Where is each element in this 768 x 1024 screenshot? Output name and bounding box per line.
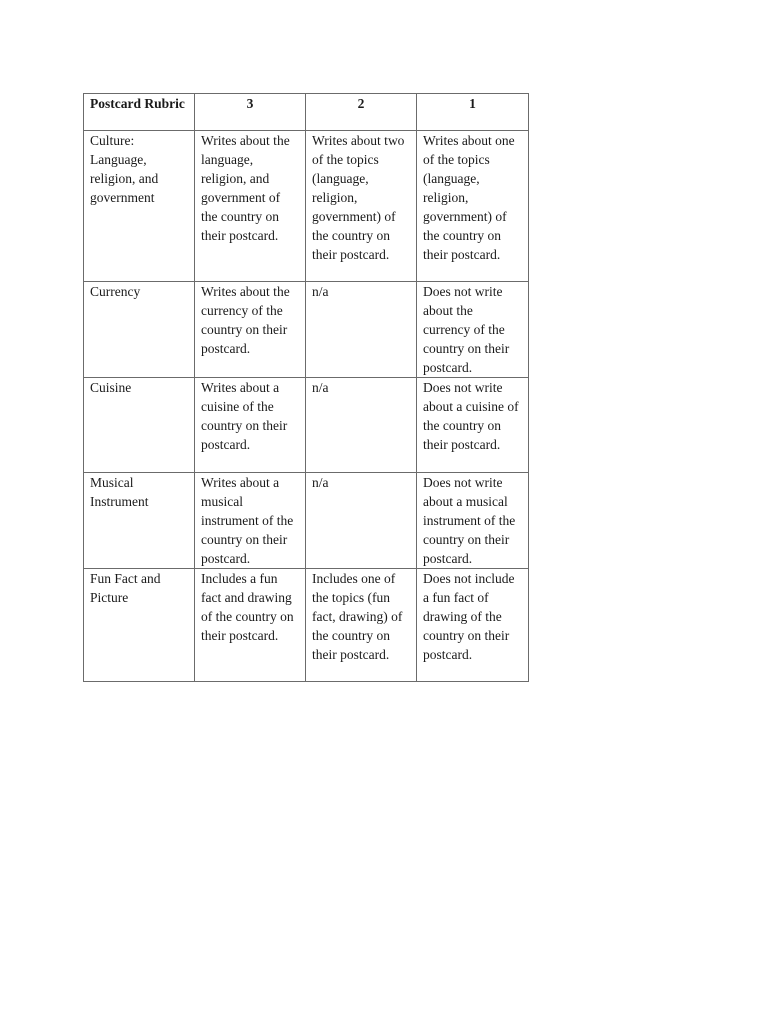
table-row bbox=[84, 378, 529, 473]
score-2-cell: n/a bbox=[306, 378, 417, 473]
score-3-cell: Writes about the language, religion, and government of the country on their postcard. bbox=[195, 131, 306, 282]
table-row bbox=[84, 569, 529, 682]
score-1-cell: Does not write about the currency of the country on their postcard. bbox=[417, 282, 529, 378]
score-1-cell: Does not include a fun fact of drawing of the country on their postcard. bbox=[417, 569, 529, 682]
header-title: Postcard Rubric bbox=[84, 94, 195, 131]
score-2-cell: Includes one of the topics (fun fact, drawing) of the country on their postcard. bbox=[306, 569, 417, 682]
score-2-cell: Writes about two of the topics (language, religion, government) of the country on their postcard. bbox=[306, 131, 417, 282]
score-2-cell: n/a bbox=[306, 473, 417, 569]
criterion-cell: Cuisine bbox=[84, 378, 195, 473]
score-1-cell: Does not write about a musical instrument of the country on their postcard. bbox=[417, 473, 529, 569]
score-2-cell: n/a bbox=[306, 282, 417, 378]
table-row bbox=[84, 473, 529, 569]
criterion-cell: Currency bbox=[84, 282, 195, 378]
rubric-table bbox=[83, 93, 529, 682]
criterion-cell: Fun Fact and Picture bbox=[84, 569, 195, 682]
score-3-cell: Writes about a cuisine of the country on their postcard. bbox=[195, 378, 306, 473]
score-3-cell: Writes about the currency of the country on their postcard. bbox=[195, 282, 306, 378]
score-1-cell: Does not write about a cuisine of the country on their postcard. bbox=[417, 378, 529, 473]
table-row bbox=[84, 282, 529, 378]
score-1-cell: Writes about one of the topics (language, religion, government) of the country on their postcard. bbox=[417, 131, 529, 282]
score-3-cell: Includes a fun fact and drawing of the country on their postcard. bbox=[195, 569, 306, 682]
score-3-cell: Writes about a musical instrument of the country on their postcard. bbox=[195, 473, 306, 569]
rubric-body bbox=[84, 131, 529, 682]
rubric-header bbox=[84, 94, 529, 131]
header-score-1: 1 bbox=[417, 94, 529, 131]
header-score-3: 3 bbox=[195, 94, 306, 131]
header-row bbox=[84, 94, 529, 131]
criterion-cell: Musical Instrument bbox=[84, 473, 195, 569]
header-score-2: 2 bbox=[306, 94, 417, 131]
criterion-cell: Culture: Language, religion, and government bbox=[84, 131, 195, 282]
table-row bbox=[84, 131, 529, 282]
